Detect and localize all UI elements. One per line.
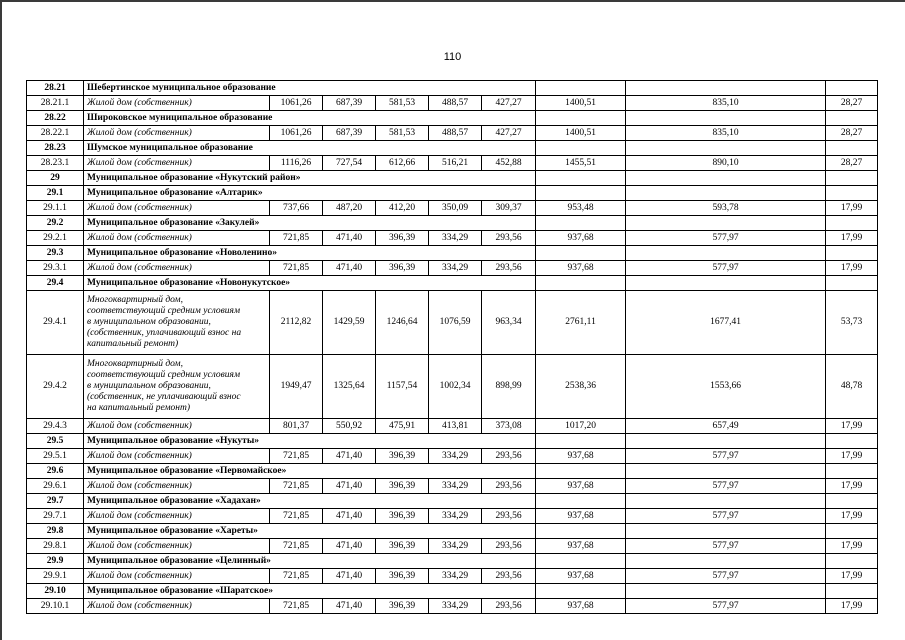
value-cell: 334,29 [429,569,482,584]
housing-type-line: соответствующий средним условиям [87,370,241,380]
value-cell: 1455,51 [536,156,626,171]
section-name: Муниципальное образование «Шаратское» [84,584,536,599]
value-cell: 334,29 [429,539,482,554]
value-cell: 1246,64 [376,291,429,355]
value-cell: 1002,34 [429,355,482,419]
value-cell: 937,68 [536,509,626,524]
table-row [27,449,878,464]
housing-type-line: Многоквартирный дом, [87,295,183,305]
section-row [27,216,878,231]
value-cell: 28,27 [826,156,878,171]
housing-type-line: соответствующий средним условиям [87,306,241,316]
value-cell: 53,73 [826,291,878,355]
empty-cell [626,186,826,201]
row-code: 29.7 [27,494,84,509]
value-cell: 452,88 [482,156,536,171]
row-code: 29.6 [27,464,84,479]
table-row [27,599,878,614]
value-cell: 17,99 [826,569,878,584]
table-row [27,479,878,494]
row-code: 29.10.1 [27,599,84,614]
empty-cell [626,584,826,599]
row-code: 29.4.1 [27,291,84,355]
section-name: Шебертинское муниципальное образование [84,81,536,96]
empty-cell [626,246,826,261]
value-cell: 577,97 [626,479,826,494]
empty-cell [626,111,826,126]
housing-type: Жилой дом (собственник) [84,479,270,494]
value-cell: 721,85 [270,479,323,494]
empty-cell [826,81,878,96]
housing-type-line: на капитальный ремонт) [87,403,191,413]
value-cell: 721,85 [270,599,323,614]
housing-type: Жилой дом (собственник) [84,96,270,111]
value-cell: 488,57 [429,126,482,141]
value-cell: 1157,54 [376,355,429,419]
row-code: 29.4 [27,276,84,291]
value-cell: 1076,59 [429,291,482,355]
value-cell: 1677,41 [626,291,826,355]
row-code: 28.22 [27,111,84,126]
value-cell: 17,99 [826,599,878,614]
row-code: 29.4.2 [27,355,84,419]
section-name: Муниципальное образование «Хареты» [84,524,536,539]
value-cell: 721,85 [270,231,323,246]
empty-cell [536,171,626,186]
value-cell: 577,97 [626,539,826,554]
value-cell: 309,37 [482,201,536,216]
empty-cell [826,584,878,599]
value-cell: 721,85 [270,449,323,464]
value-cell: 721,85 [270,569,323,584]
value-cell: 293,56 [482,231,536,246]
value-cell: 28,27 [826,126,878,141]
value-cell: 17,99 [826,261,878,276]
empty-cell [826,524,878,539]
housing-type: Жилой дом (собственник) [84,201,270,216]
row-code: 29.10 [27,584,84,599]
section-row [27,584,878,599]
value-cell: 687,39 [323,96,376,111]
empty-cell [536,276,626,291]
section-name: Муниципальное образование «Первомайское» [84,464,536,479]
value-cell: 937,68 [536,449,626,464]
value-cell: 293,56 [482,569,536,584]
empty-cell [536,494,626,509]
empty-cell [626,554,826,569]
value-cell: 2761,11 [536,291,626,355]
empty-cell [626,171,826,186]
row-code: 29.4.3 [27,419,84,434]
row-code: 29.2 [27,216,84,231]
row-code: 29 [27,171,84,186]
value-cell: 396,39 [376,599,429,614]
table-row [27,231,878,246]
empty-cell [626,464,826,479]
row-code: 28.21.1 [27,96,84,111]
value-cell: 721,85 [270,539,323,554]
value-cell: 1949,47 [270,355,323,419]
row-code: 29.5.1 [27,449,84,464]
section-row [27,494,878,509]
value-cell: 1061,26 [270,126,323,141]
value-cell: 516,21 [429,156,482,171]
value-cell: 334,29 [429,261,482,276]
section-row [27,464,878,479]
value-cell: 1325,64 [323,355,376,419]
row-code: 29.3.1 [27,261,84,276]
housing-type: Жилой дом (собственник) [84,509,270,524]
value-cell: 1017,20 [536,419,626,434]
value-cell: 550,92 [323,419,376,434]
empty-cell [826,434,878,449]
table-row [27,569,878,584]
value-cell: 396,39 [376,539,429,554]
row-code: 29.8 [27,524,84,539]
value-cell: 577,97 [626,449,826,464]
table-row [27,261,878,276]
housing-type: Жилой дом (собственник) [84,539,270,554]
row-code: 29.3 [27,246,84,261]
value-cell: 687,39 [323,126,376,141]
housing-type: Жилой дом (собственник) [84,231,270,246]
value-cell: 577,97 [626,231,826,246]
section-name: Муниципальное образование «Новонукутское» [84,276,536,291]
value-cell: 937,68 [536,599,626,614]
value-cell: 471,40 [323,261,376,276]
value-cell: 471,40 [323,231,376,246]
empty-cell [626,494,826,509]
value-cell: 293,56 [482,261,536,276]
value-cell: 1116,26 [270,156,323,171]
housing-type-line: капитальный ремонт) [87,339,179,349]
empty-cell [826,111,878,126]
value-cell: 937,68 [536,261,626,276]
value-cell: 471,40 [323,479,376,494]
value-cell: 721,85 [270,509,323,524]
value-cell: 898,99 [482,355,536,419]
value-cell: 2112,82 [270,291,323,355]
value-cell: 427,27 [482,126,536,141]
empty-cell [626,141,826,156]
value-cell: 835,10 [626,96,826,111]
value-cell: 334,29 [429,599,482,614]
value-cell: 475,91 [376,419,429,434]
value-cell: 471,40 [323,599,376,614]
empty-cell [826,186,878,201]
value-cell: 396,39 [376,569,429,584]
empty-cell [626,81,826,96]
page-border-left [0,0,2,640]
value-cell: 334,29 [429,449,482,464]
housing-type: Жилой дом (собственник) [84,419,270,434]
table-row [27,156,878,171]
value-cell: 963,34 [482,291,536,355]
empty-cell [826,246,878,261]
value-cell: 1429,59 [323,291,376,355]
value-cell: 577,97 [626,509,826,524]
value-cell: 17,99 [826,509,878,524]
value-cell: 488,57 [429,96,482,111]
value-cell: 937,68 [536,569,626,584]
section-row [27,171,878,186]
housing-type: Жилой дом (собственник) [84,599,270,614]
value-cell: 577,97 [626,569,826,584]
value-cell: 471,40 [323,569,376,584]
value-cell: 581,53 [376,126,429,141]
value-cell: 334,29 [429,231,482,246]
row-code: 28.23.1 [27,156,84,171]
section-name: Муниципальное образование «Закулей» [84,216,536,231]
value-cell: 1553,66 [626,355,826,419]
empty-cell [626,276,826,291]
table-body [27,81,878,614]
value-cell: 890,10 [626,156,826,171]
value-cell: 427,27 [482,96,536,111]
housing-type [84,291,270,355]
value-cell: 293,56 [482,509,536,524]
section-row [27,141,878,156]
value-cell: 413,81 [429,419,482,434]
empty-cell [536,524,626,539]
empty-cell [536,246,626,261]
empty-cell [626,434,826,449]
housing-type-line: Многоквартирный дом, [87,359,183,369]
empty-cell [826,216,878,231]
value-cell: 334,29 [429,509,482,524]
row-code: 29.9.1 [27,569,84,584]
empty-cell [536,464,626,479]
section-name: Шумское муниципальное образование [84,141,536,156]
table-row [27,201,878,216]
section-row [27,111,878,126]
value-cell: 17,99 [826,419,878,434]
empty-cell [536,111,626,126]
value-cell: 17,99 [826,449,878,464]
empty-cell [826,276,878,291]
empty-cell [626,216,826,231]
value-cell: 396,39 [376,479,429,494]
value-cell: 471,40 [323,509,376,524]
page-border-top [0,0,905,2]
value-cell: 396,39 [376,261,429,276]
value-cell: 350,09 [429,201,482,216]
value-cell: 396,39 [376,509,429,524]
value-cell: 396,39 [376,449,429,464]
value-cell: 471,40 [323,449,376,464]
value-cell: 1061,26 [270,96,323,111]
row-code: 29.7.1 [27,509,84,524]
value-cell: 293,56 [482,539,536,554]
value-cell: 581,53 [376,96,429,111]
housing-type [84,355,270,419]
value-cell: 17,99 [826,479,878,494]
empty-cell [826,494,878,509]
value-cell: 1400,51 [536,96,626,111]
value-cell: 612,66 [376,156,429,171]
section-row [27,434,878,449]
empty-cell [826,171,878,186]
value-cell: 953,48 [536,201,626,216]
empty-cell [626,524,826,539]
value-cell: 737,66 [270,201,323,216]
table-row [27,355,878,419]
value-cell: 373,08 [482,419,536,434]
value-cell: 28,27 [826,96,878,111]
housing-type-line: в муниципальном образовании, [87,381,211,391]
tariff-table [26,80,878,614]
row-code: 28.22.1 [27,126,84,141]
value-cell: 293,56 [482,599,536,614]
value-cell: 721,85 [270,261,323,276]
value-cell: 2538,36 [536,355,626,419]
table-row [27,126,878,141]
value-cell: 487,20 [323,201,376,216]
value-cell: 17,99 [826,539,878,554]
housing-type-line: в муниципальном образовании, [87,317,211,327]
table-row [27,509,878,524]
value-cell: 293,56 [482,479,536,494]
value-cell: 577,97 [626,261,826,276]
section-name: Муниципальное образование «Нукутский район» [84,171,536,186]
section-name: Муниципальное образование «Алтарик» [84,186,536,201]
table-row [27,539,878,554]
value-cell: 577,97 [626,599,826,614]
housing-type: Жилой дом (собственник) [84,449,270,464]
housing-type-line: (собственник, не уплачивающий взнос [87,392,241,402]
section-row [27,276,878,291]
empty-cell [536,584,626,599]
value-cell: 17,99 [826,201,878,216]
empty-cell [826,464,878,479]
value-cell: 1400,51 [536,126,626,141]
value-cell: 937,68 [536,479,626,494]
value-cell: 471,40 [323,539,376,554]
value-cell: 801,37 [270,419,323,434]
row-code: 29.9 [27,554,84,569]
section-name: Широковское муниципальное образование [84,111,536,126]
section-row [27,246,878,261]
table-row [27,96,878,111]
row-code: 29.2.1 [27,231,84,246]
empty-cell [536,81,626,96]
section-row [27,554,878,569]
row-code: 29.5 [27,434,84,449]
housing-type: Жилой дом (собственник) [84,569,270,584]
empty-cell [536,186,626,201]
value-cell: 293,56 [482,449,536,464]
row-code: 29.1.1 [27,201,84,216]
table-row [27,419,878,434]
value-cell: 17,99 [826,231,878,246]
value-cell: 334,29 [429,479,482,494]
empty-cell [826,141,878,156]
value-cell: 396,39 [376,231,429,246]
row-code: 28.21 [27,81,84,96]
section-row [27,81,878,96]
housing-type: Жилой дом (собственник) [84,261,270,276]
value-cell: 657,49 [626,419,826,434]
empty-cell [826,554,878,569]
value-cell: 48,78 [826,355,878,419]
section-name: Муниципальное образование «Целинный» [84,554,536,569]
table-row [27,291,878,355]
housing-type: Жилой дом (собственник) [84,156,270,171]
value-cell: 937,68 [536,539,626,554]
page-number: 110 [443,51,462,63]
section-row [27,186,878,201]
section-name: Муниципальное образование «Новоленино» [84,246,536,261]
empty-cell [536,141,626,156]
row-code: 29.6.1 [27,479,84,494]
empty-cell [536,434,626,449]
row-code: 29.8.1 [27,539,84,554]
empty-cell [536,216,626,231]
section-name: Муниципальное образование «Хадахан» [84,494,536,509]
row-code: 28.23 [27,141,84,156]
value-cell: 593,78 [626,201,826,216]
value-cell: 727,54 [323,156,376,171]
housing-type: Жилой дом (собственник) [84,126,270,141]
empty-cell [536,554,626,569]
housing-type-line: (собственник, уплачивающий взнос на [87,328,242,338]
value-cell: 937,68 [536,231,626,246]
value-cell: 412,20 [376,201,429,216]
section-row [27,524,878,539]
section-name: Муниципальное образование «Нукуты» [84,434,536,449]
row-code: 29.1 [27,186,84,201]
value-cell: 835,10 [626,126,826,141]
